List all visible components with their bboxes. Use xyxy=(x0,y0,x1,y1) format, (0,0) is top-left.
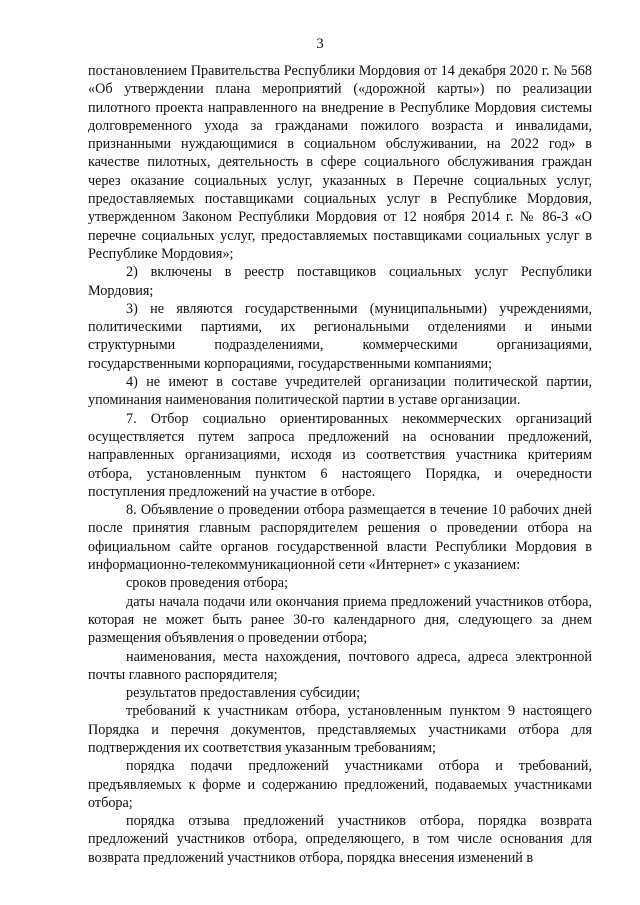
list-item-deadlines: сроков проведения отбора; xyxy=(126,575,289,592)
paragraph-item-3: 3) не являются государственными (муниципальными) учреждениями, политическими партиями, их региональными отделениями и иными структурными подразделениями, коммерческими организациями, государственными корпорациями, государственными компаниями; xyxy=(88,300,592,372)
list-item-requirements: требований к участникам отбора, установленным пунктом 9 настоящего Порядка и перечня документов, представляемых участниками отбора для подтверждения их соответствия указанным требованиям; xyxy=(88,703,592,756)
list-item-submission: порядка подачи предложений участниками отбора и требований, предъявляемых к форме и содержанию предложений, подаваемых участниками отбора; xyxy=(88,758,592,811)
paragraph-item-4: 4) не имеют в составе учредителей организации политической партии, упоминания наименования политической партии в уставе организации. xyxy=(88,374,592,409)
list-item-dates: даты начала подачи или окончания приема предложений участников отбора, которая не может быть ранее 30-го календарного дня, следующего за днем размещения объявления о проведении отбора; xyxy=(88,593,592,647)
paragraph-clause-8: 8. Объявление о проведении отбора размещается в течение 10 рабочих дней после принятия главным распорядителем решения о проведении отбора на официальном сайте органов государственной власти Республики Мордовия в информационно-телекоммуникационной сети «Интернет» с указанием: xyxy=(88,502,592,574)
page-number: 3 xyxy=(316,36,324,52)
list-item-results: результатов предоставления субсидии; xyxy=(126,685,361,702)
paragraph-continuation: постановлением Правительства Республики Мордовия от 14 декабря 2020 г. № 568 «Об утверждении плана мероприятий («дорожной карты») по реализации пилотного проекта направленного на внедрение в Республике Мордовия системы долговременного ухода за гражданами пожилого возраста и инвалидами, признанными нуждающимися в социальном обслуживании, на 2022 год» в качестве пилотных, деятельность в сфере социального обслуживания граждан через оказание социальных услуг, указанных в Перечне социальных услуг, предоставляемых поставщиками социальных услуг в Республике Мордовия, утвержденном Законом Республики Мордовия от 12 ноября 2014 г. № 86-З «О перечне социальных услуг, предоставляемых поставщиками социальных услуг в Республике Мордовия»; xyxy=(88,63,592,262)
list-item-withdrawal: порядка отзыва предложений участников отбора, порядка возврата предложений участников отбора, определяющего, в том числе основания для возврата предложений участников отбора, порядка внесения изменений в xyxy=(88,813,592,866)
paragraph-clause-7: 7. Отбор социально ориентированных некоммерческих организаций осуществляется путем запроса предложений на основании предложений, направленных организациями, исходя из соответствия участника критериям отбора, установленным пунктом 6 настоящего Порядка, и очередности поступления предложений на участие в отборе. xyxy=(88,410,592,500)
list-item-contacts: наименования, места нахождения, почтового адреса, адреса электронной почты главного распорядителя; xyxy=(88,648,592,683)
document-body xyxy=(88,62,592,867)
paragraph-item-2: 2) включены в реестр поставщиков социальных услуг Республики Мордовия; xyxy=(88,264,592,299)
